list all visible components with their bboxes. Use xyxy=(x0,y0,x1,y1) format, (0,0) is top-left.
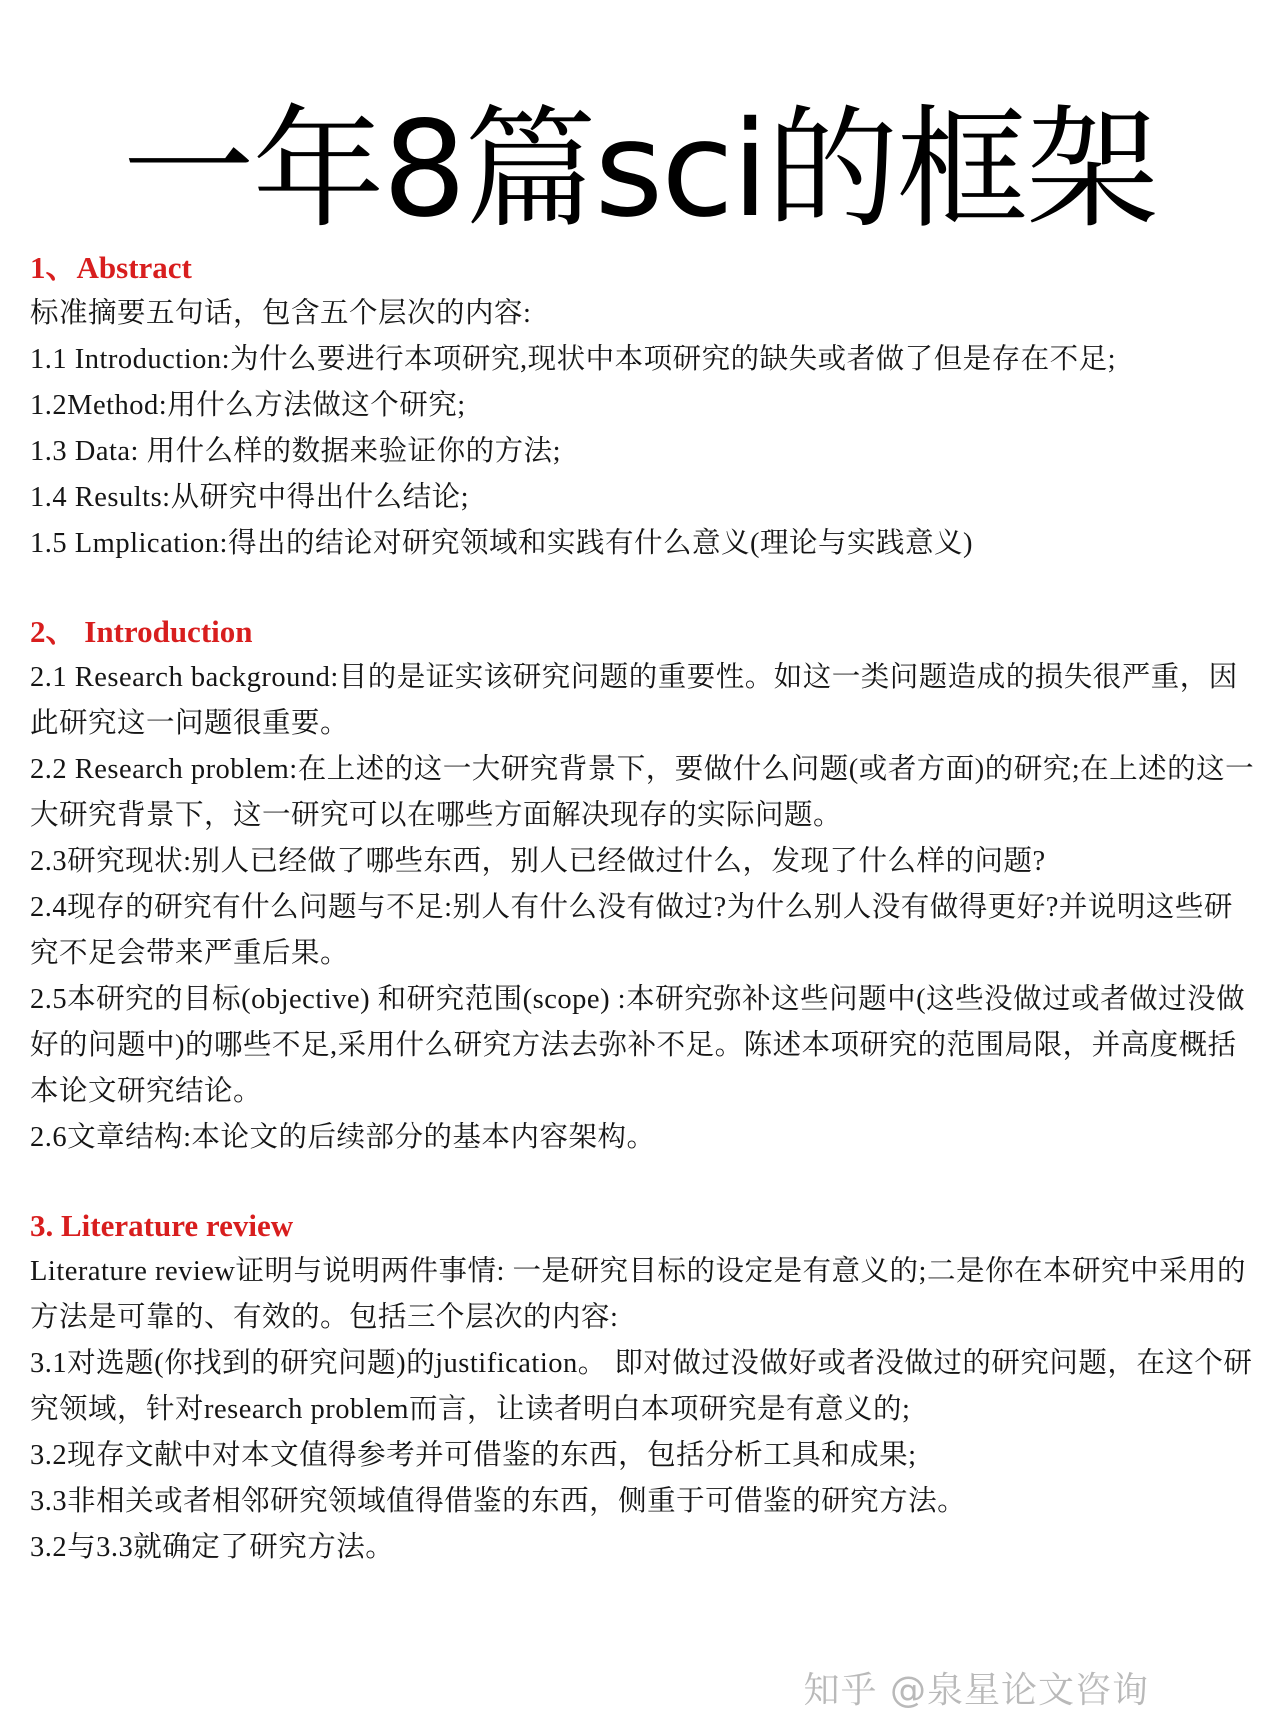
paragraph: 2.2 Research problem:在上述的这一大研究背景下，要做什么问题(或者方面)的研究;在上述的这一大研究背景下，这一研究可以在哪些方面解决现存的实际问题。 xyxy=(30,754,1255,831)
paragraph: 2.1 Research background:目的是证实该研究问题的重要性。如这一类问题造成的损失很严重，因此研究这一问题很重要。 xyxy=(30,662,1238,739)
section-heading: 2、 Introduction xyxy=(30,614,253,649)
section-spacer xyxy=(30,567,1260,609)
section-spacer xyxy=(30,1161,1260,1203)
paragraph: 1.2Method:用什么方法做这个研究; xyxy=(30,390,466,421)
section-abstract xyxy=(30,245,1260,567)
paragraph: 1.5 Lmplication:得出的结论对研究领域和实践有什么意义(理论与实践意义) xyxy=(30,528,973,559)
paragraph: 3.2现存文献中对本文值得参考并可借鉴的东西，包括分析工具和成果; xyxy=(30,1440,917,1471)
paragraph: 2.3研究现状:别人已经做了哪些东西，别人已经做过什么，发现了什么样的问题? xyxy=(30,846,1046,877)
paragraph: 标准摘要五句话，包含五个层次的内容: xyxy=(30,298,532,329)
paragraph: 1.4 Results:从研究中得出什么结论; xyxy=(30,482,470,513)
document-body xyxy=(30,245,1260,1571)
paragraph: 3.3非相关或者相邻研究领域值得借鉴的东西，侧重于可借鉴的研究方法。 xyxy=(30,1486,967,1517)
section-introduction xyxy=(30,609,1260,1161)
paragraph: 3.1对选题(你找到的研究问题)的justification。 即对做过没做好或者没做过的研究问题，在这个研究领域，针对research problem而言，让读者明白本项研究是有意义的; xyxy=(30,1348,1253,1425)
paragraph: Literature review证明与说明两件事情: 一是研究目标的设定是有意义的;二是你在本研究中采用的方法是可靠的、有效的。包括三个层次的内容: xyxy=(30,1256,1246,1333)
paragraph: 2.6文章结构:本论文的后续部分的基本内容架构。 xyxy=(30,1122,656,1153)
paragraph: 1.3 Data: 用什么样的数据来验证你的方法; xyxy=(30,436,562,467)
section-literature-review xyxy=(30,1203,1260,1571)
section-heading: 1、Abstract xyxy=(30,250,192,285)
paragraph: 1.1 Introduction:为什么要进行本项研究,现状中本项研究的缺失或者做了但是存在不足; xyxy=(30,344,1117,375)
paragraph: 2.4现存的研究有什么问题与不足:别人有什么没有做过?为什么别人没有做得更好?并说明这些研究不足会带来严重后果。 xyxy=(30,892,1233,969)
paragraph: 3.2与3.3就确定了研究方法。 xyxy=(30,1532,395,1563)
section-heading: 3. Literature review xyxy=(30,1208,294,1243)
paragraph: 2.5本研究的目标(objective) 和研究范围(scope) :本研究弥补这些问题中(这些没做过或者做过没做好的问题中)的哪些不足,采用什么研究方法去弥补不足。陈述本项研究的范围局限，并高度概括本论文研究结论。 xyxy=(30,984,1246,1107)
watermark: 知乎 @泉星论文咨询 xyxy=(803,1670,1149,1711)
page-title: 一年8篇sci的框架 xyxy=(122,93,1157,247)
